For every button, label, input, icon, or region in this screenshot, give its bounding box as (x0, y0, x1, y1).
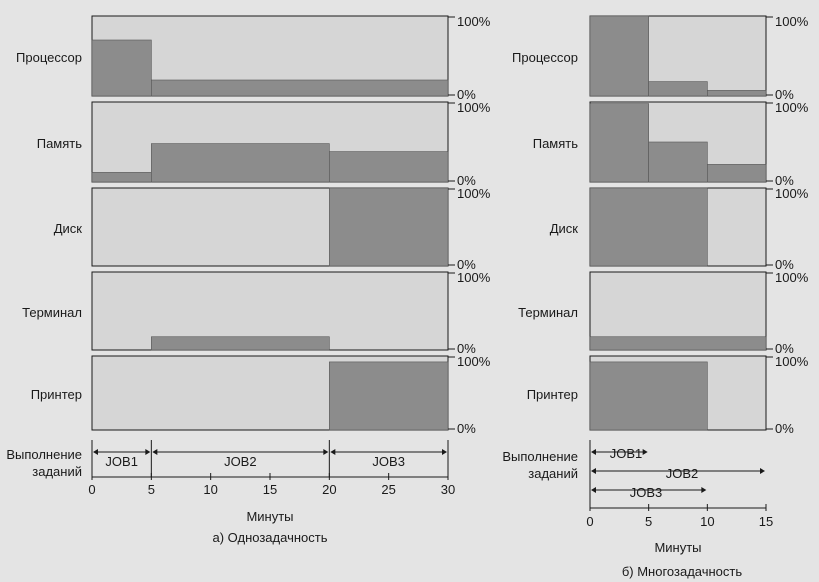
y-tick-label-100: 100% (457, 270, 491, 285)
resource-label: Память (532, 136, 578, 151)
x-tick-label: 0 (586, 514, 594, 529)
job-arrow-right-2 (442, 449, 447, 455)
execution-label (6, 447, 82, 479)
y-tick-label-0: 0% (775, 173, 794, 188)
execution-label-line: Выполнение (502, 449, 578, 464)
job-arrow-right-2 (701, 487, 706, 493)
x-tick-label: 15 (758, 514, 774, 529)
x-tick-label: 10 (700, 514, 715, 529)
job-arrow-right-1 (760, 468, 765, 474)
execution-label-line: заданий (32, 464, 82, 479)
resource-label: Принтер (526, 387, 578, 402)
usage-bar-0-0 (92, 40, 151, 96)
x-axis-title: Минуты (654, 540, 702, 555)
resource-label: Диск (549, 221, 578, 236)
x-tick-label: 30 (440, 482, 456, 497)
job-label-0: JOB1 (609, 446, 643, 461)
usage-bar-0-2 (707, 90, 766, 96)
job-label-2: JOB3 (629, 485, 663, 500)
job-arrow-left-0 (93, 449, 98, 455)
x-tick-label: 25 (381, 482, 396, 497)
job-arrow-left-1 (591, 468, 596, 474)
usage-bar-1-1 (151, 144, 329, 182)
y-tick-label-0: 0% (457, 87, 476, 102)
y-tick-label-100: 100% (775, 14, 809, 29)
y-tick-label-100: 100% (457, 186, 491, 201)
chart-title: б) Многозадачность (621, 564, 743, 579)
resource-label: Память (36, 136, 82, 151)
usage-bar-1-2 (707, 164, 766, 182)
x-tick-label: 20 (322, 482, 337, 497)
y-tick-label-100: 100% (457, 100, 491, 115)
y-tick-label-0: 0% (457, 257, 476, 272)
job-arrow-right-1 (323, 449, 328, 455)
y-tick-label-100: 100% (457, 14, 491, 29)
usage-bar-0-0 (590, 16, 649, 96)
job-label-1: JOB2 (665, 466, 699, 481)
job-arrow-right-0 (145, 449, 150, 455)
resource-label: Терминал (518, 305, 578, 320)
chart-title: а) Однозадачность (212, 530, 328, 545)
job-arrow-left-1 (152, 449, 157, 455)
y-tick-label-0: 0% (775, 341, 794, 356)
usage-bar-1-0 (590, 104, 649, 182)
usage-bar-0-1 (151, 80, 448, 96)
resource-label: Терминал (22, 305, 82, 320)
job-arrow-right-0 (643, 449, 648, 455)
usage-bar-1-2 (329, 152, 448, 182)
x-axis-title: Минуты (246, 509, 294, 524)
usage-bar-3-1 (151, 337, 329, 350)
y-tick-label-0: 0% (457, 421, 476, 436)
y-tick-label-100: 100% (775, 186, 809, 201)
y-tick-label-100: 100% (457, 354, 491, 369)
resource-label: Процессор (16, 50, 82, 65)
y-tick-label-100: 100% (775, 100, 809, 115)
usage-bar-3-0 (590, 337, 766, 350)
x-tick-label: 15 (262, 482, 278, 497)
y-tick-label-0: 0% (457, 341, 476, 356)
usage-bar-4-1 (329, 362, 448, 430)
y-tick-label-100: 100% (775, 354, 809, 369)
x-tick-label: 10 (203, 482, 218, 497)
x-tick-label: 0 (88, 482, 96, 497)
usage-bar-2-1 (329, 188, 448, 266)
usage-bar-0-1 (649, 82, 708, 96)
usage-bar-4-0 (590, 362, 707, 430)
y-tick-label-0: 0% (775, 257, 794, 272)
y-tick-label-0: 0% (457, 173, 476, 188)
resource-label: Процессор (512, 50, 578, 65)
job-label-0: JOB1 (105, 454, 138, 469)
usage-bar-2-0 (590, 188, 707, 266)
usage-bar-1-1 (649, 142, 708, 182)
job-arrow-left-2 (591, 487, 596, 493)
resource-label: Диск (53, 221, 82, 236)
resource-label: Принтер (30, 387, 82, 402)
job-label-1: JOB2 (224, 454, 257, 469)
execution-label (502, 449, 578, 481)
usage-bar-1-0 (92, 172, 151, 182)
y-tick-label-100: 100% (775, 270, 809, 285)
job-arrow-left-0 (591, 449, 596, 455)
execution-label-line: Выполнение (6, 447, 82, 462)
x-tick-label: 5 (147, 482, 155, 497)
execution-label-line: заданий (528, 466, 578, 481)
y-tick-label-0: 0% (775, 421, 794, 436)
y-tick-label-0: 0% (775, 87, 794, 102)
x-tick-label: 5 (645, 514, 653, 529)
job-arrow-left-2 (330, 449, 335, 455)
job-label-2: JOB3 (372, 454, 405, 469)
